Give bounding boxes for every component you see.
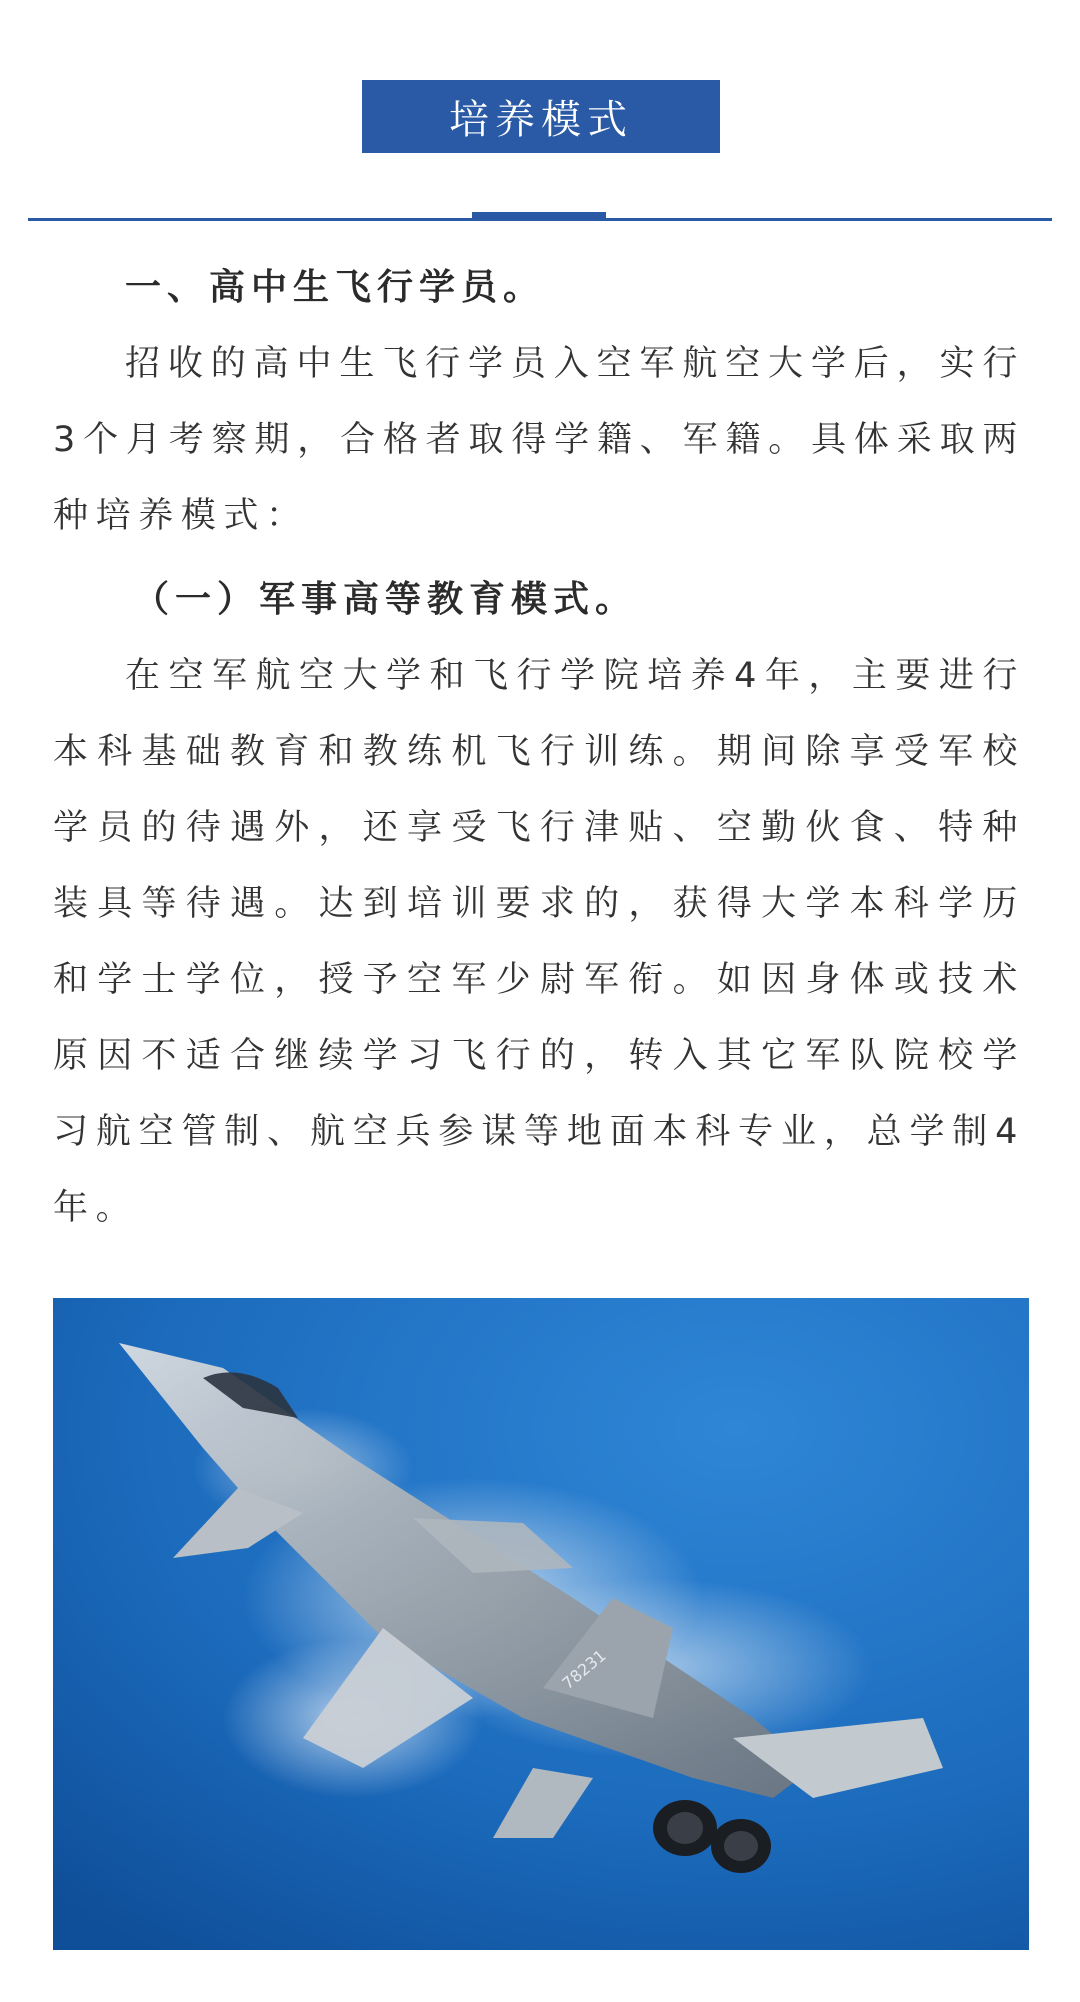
section-title: 培养模式 <box>449 97 633 143</box>
paragraph-training-details: 在空军航空大学和飞行学院培养4年，主要进行本科基础教育和教练机飞行训练。期间除享受军校学员的待遇外，还享受飞行津贴、空勤伙食、特种装具等待遇。达到培训要求的，获得大学本科学历和学士学位，授予空军少尉军衔。如因身体或技术原因不适合继续学习飞行的，转入其它军队院校学习航空管制、航空兵参谋等地面本科专业，总学制4年。 <box>53 656 1025 1228</box>
paragraph-admission: 招收的高中生飞行学员入空军航空大学后，实行3个月考察期，合格者取得学籍、军籍。具体采取两种培养模式： <box>53 344 1025 536</box>
title-divider-accent <box>472 212 606 219</box>
tail-number: 78231 <box>558 1645 610 1694</box>
article-body <box>53 250 1025 1246</box>
heading-military-education-mode: （一）军事高等教育模式。 <box>133 579 638 620</box>
section-title-banner <box>362 80 720 153</box>
fighter-jet-photo <box>53 1298 1029 1950</box>
heading-high-school-cadets: 一、高中生飞行学员。 <box>125 267 546 308</box>
